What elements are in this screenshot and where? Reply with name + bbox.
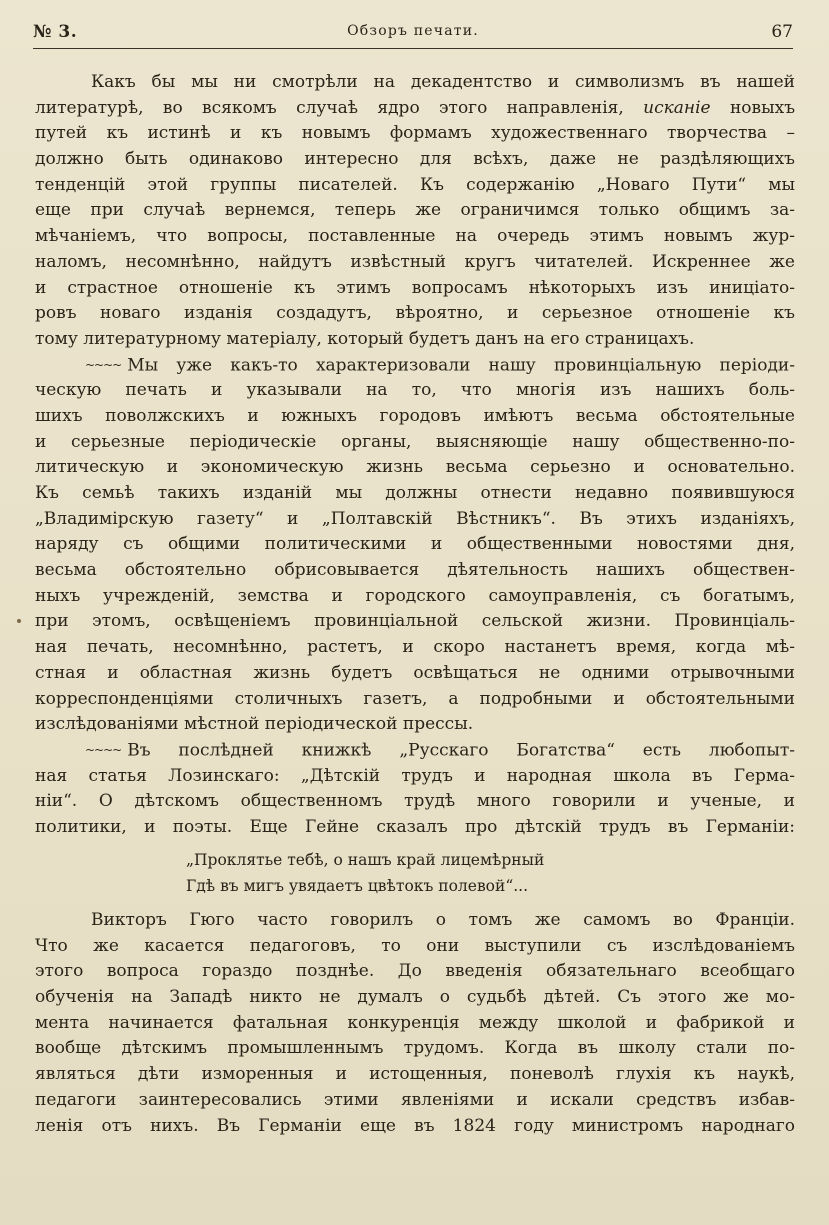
- text-line: еще при случаѣ вернемся, теперь же ограничимся только общимъ за-: [35, 200, 795, 221]
- header-rule: [33, 48, 793, 49]
- text-line: Что же касается педагоговъ, то они выступили съ изслѣдованіемъ: [35, 935, 795, 956]
- text-line: ная статья Лозинскаго: „Дѣтскій трудъ и народная школа въ Герма-: [35, 765, 795, 786]
- poem-line: Гдѣ въ мигъ увядаетъ цвѣтокъ полевой“...: [186, 877, 529, 895]
- page-header: [33, 22, 793, 44]
- poem-line: „Проклятье тебѣ, о нашъ край лицемѣрный: [186, 851, 545, 869]
- text-line: литическую и экономическую жизнь весьма серьезно и основательно.: [35, 457, 795, 478]
- text-line: и серьезные періодическіе органы, выясняющіе нашу общественно-по-: [35, 431, 795, 452]
- text-line: должно быть одинаково интересно для всѣхъ, даже не раздѣляющихъ: [35, 149, 795, 170]
- issue-number: № 3.: [33, 22, 78, 42]
- ink-speck: [17, 619, 21, 623]
- text-line: обученія на Западѣ никто не думалъ о судьбѣ дѣтей. Съ этого же мо-: [35, 987, 795, 1008]
- text-line: ніи“. О дѣтскомъ общественномъ трудѣ много говорили и ученые, и: [35, 791, 795, 812]
- text-line: являться дѣти измоpенныя и истощенныя, поневолѣ глухія къ наукѣ,: [35, 1064, 795, 1085]
- text-line: мента начинается фатальная конкуренція между школой и фабрикой и: [35, 1012, 795, 1033]
- section-separator: ~~~~: [85, 742, 122, 757]
- text-line: Викторъ Гюго часто говорилъ о томъ же самомъ во Франціи.: [91, 910, 795, 930]
- text-line: мѣчаніемъ, что вопросы, поставленные на очередь этимъ новымъ жур-: [35, 226, 795, 247]
- text-line: ческую печать и указывали на то, что многія изъ нашихъ боль-: [35, 380, 795, 401]
- text-line: литературѣ, во всякомъ случаѣ ядро этого направленія, исканіе новыхъ: [35, 97, 795, 118]
- text-line: тому литературному матеріалу, который будетъ данъ на его страницахъ.: [35, 328, 695, 349]
- text-line: шихъ поволжскихъ и южныхъ городовъ имѣютъ весьма обстоятельные: [35, 405, 795, 426]
- text-line: ленія отъ нихъ. Въ Германіи еще въ 1824 году министромъ народнаго: [35, 1115, 795, 1136]
- text-line: политики, и поэты. Еще Гейне сказалъ про дѣтскій трудъ въ Германіи:: [35, 816, 795, 837]
- text-line: ная печать, несомнѣнно, растетъ, и скоро настанетъ время, когда мѣ-: [35, 637, 795, 658]
- text-line: ныхъ учрежденій, земства и городского самоуправленія, съ богатымъ,: [35, 585, 795, 606]
- text-line: весьма обстоятельно обрисовывается дѣятельность нашихъ обществен-: [35, 560, 795, 581]
- text-line: вообще дѣтскимъ промышленнымъ трудомъ. Когда въ школу стали по-: [35, 1038, 795, 1059]
- running-title: Обзоръ печати.: [347, 23, 479, 39]
- text-line: ровъ новаго изданія создадутъ, вѣроятно, и серьезное отношеніе къ: [35, 303, 795, 324]
- text-line: корреспонденціями столичныхъ газетъ, а подробными и обстоятельными: [35, 688, 795, 709]
- text-line: изслѣдованіями мѣстной періодической прессы.: [35, 714, 474, 735]
- text-line: путей къ истинѣ и къ новымъ формамъ художественнаго творчества –: [35, 123, 795, 144]
- main-text: [35, 70, 795, 841]
- text-line: наряду съ общими политическими и общественными новостями дня,: [35, 534, 795, 555]
- text-line: „Владимірскую газету“ и „Полтавскій Вѣстникъ“. Въ этихъ изданіяхъ,: [35, 508, 795, 529]
- page-number: 67: [771, 22, 793, 42]
- text-line: и страстное отношеніе къ этимъ вопросамъ нѣкоторыхъ изъ иниціато-: [35, 277, 795, 298]
- italic-word: исканіе: [643, 97, 711, 118]
- poem-quote: [186, 847, 544, 899]
- main-text-continued: [35, 908, 795, 1139]
- text-line: Какъ бы мы ни смотрѣли на декадентство и символизмъ въ нашей: [91, 72, 795, 92]
- text-line: тенденцій этой группы писателей. Къ содержанію „Новаго Пути“ мы: [35, 174, 795, 195]
- text-line: этого вопроса гораздо позднѣе. До введенія обязательнаго всеобщаго: [35, 961, 795, 982]
- text-line: при этомъ, освѣщеніемъ провинціальной сельской жизни. Провинціаль-: [35, 611, 795, 632]
- section-separator: ~~~~: [85, 357, 122, 372]
- text-line: ~~~~ Въ послѣдней книжкѣ „Русскаго Богатства“ есть любопыт-: [85, 740, 795, 761]
- text-line: Къ семьѣ такихъ изданій мы должны отнести недавно появившуюся: [35, 483, 795, 503]
- text-line: наломъ, несомнѣнно, найдутъ извѣстный кругъ читателей. Искреннее же: [35, 251, 795, 272]
- text-line: стная и областная жизнь будетъ освѣщаться не одними отрывочными: [35, 662, 795, 683]
- text-line: ~~~~ Мы уже какъ-то характеризовали нашу провинціальную періоди-: [85, 354, 795, 375]
- text-line: педагоги заинтересовались этими явленіями и искали средствъ избав-: [35, 1089, 795, 1110]
